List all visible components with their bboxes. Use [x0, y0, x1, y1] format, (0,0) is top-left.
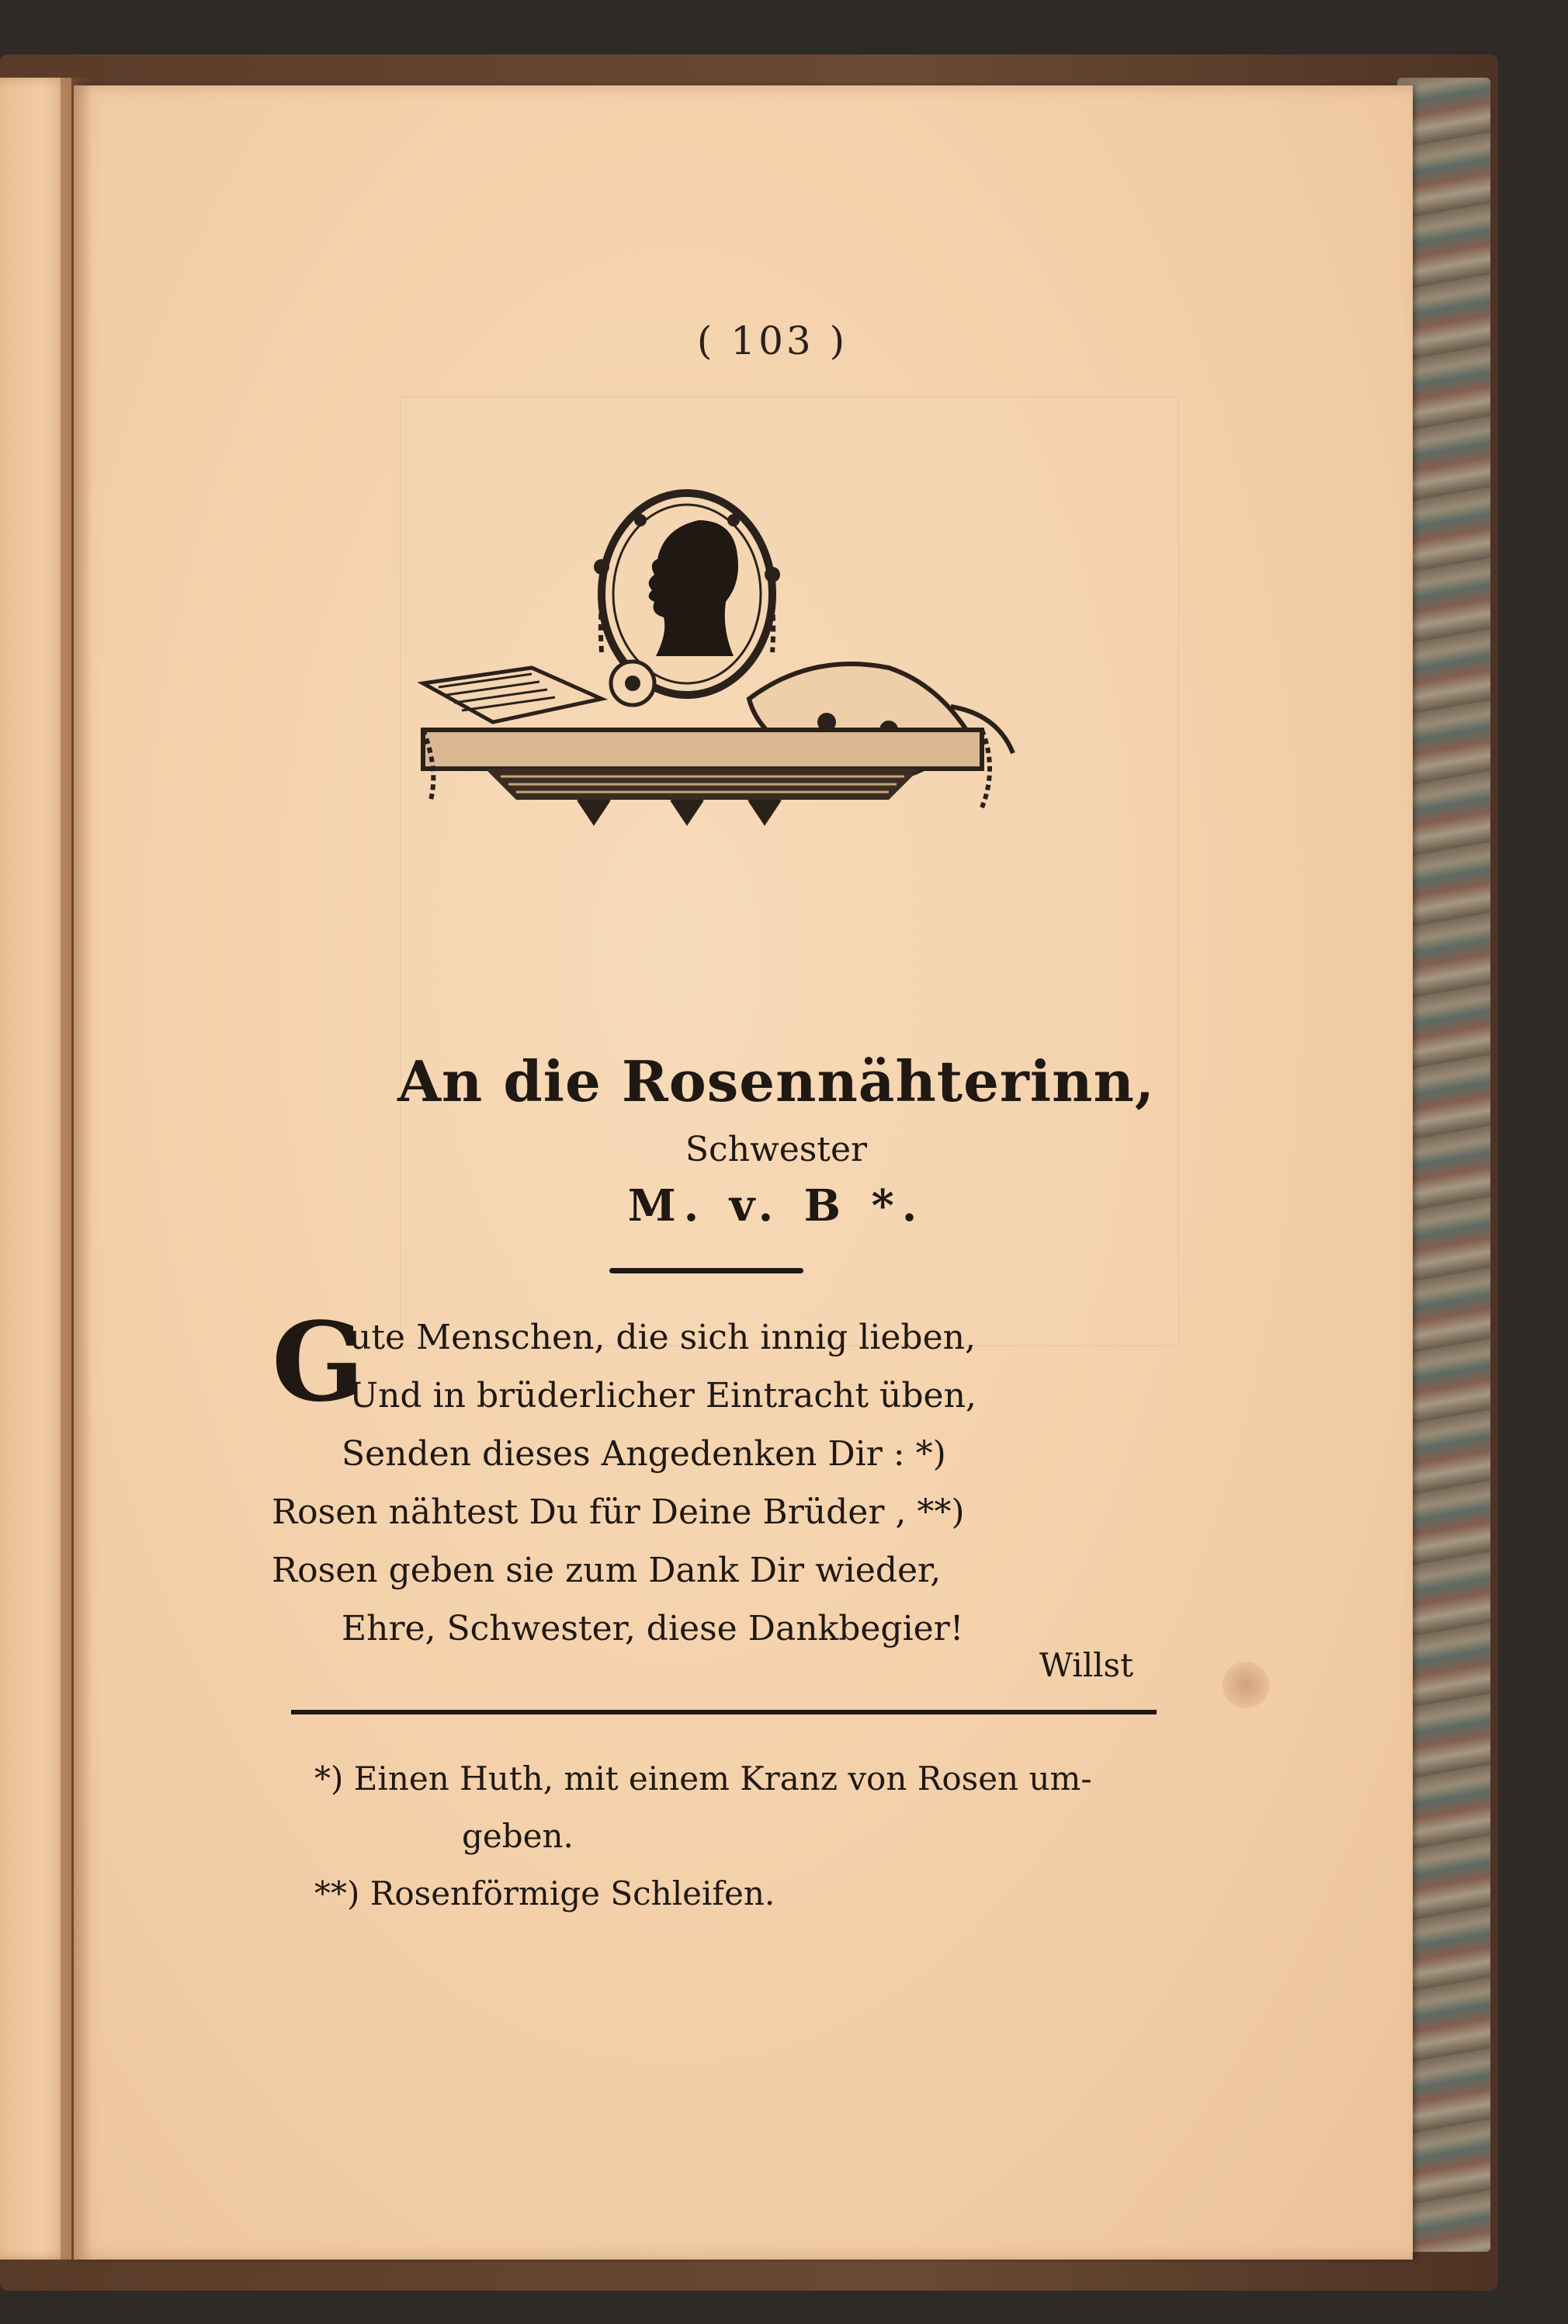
- footnote-divider: [291, 1710, 1157, 1714]
- page-gutter: [61, 78, 92, 2260]
- title-divider: [609, 1268, 803, 1273]
- poem-line: ute Menschen, die sich innig lieben,: [349, 1318, 976, 1357]
- poem-line: Senden dieses Angedenken Dir : *): [342, 1434, 946, 1474]
- catchword: Willst: [1039, 1646, 1133, 1684]
- drop-cap: G: [272, 1299, 365, 1426]
- footnote-1: *) Einen Huth, mit einem Kranz von Rosen um-: [314, 1760, 1092, 1798]
- poem-line: Rosen geben sie zum Dank Dir wieder,: [272, 1551, 942, 1590]
- footnotes: [314, 1755, 1160, 1927]
- poem-dedicatee: M. v. B *.: [627, 1180, 925, 1231]
- poem-line: Und in brüderlicher Eintracht üben,: [349, 1376, 977, 1416]
- poem-line: Ehre, Schwester, diese Dankbegier!: [342, 1609, 964, 1648]
- footnote-1-continuation: geben.: [462, 1817, 574, 1855]
- silhouette-vignette-illustration: [408, 474, 1075, 846]
- poem-line: Rosen nähtest Du für Deine Brüder , **): [272, 1492, 965, 1532]
- paper-stain: [1223, 1662, 1269, 1708]
- poem-subtitle: Schwester: [685, 1130, 868, 1169]
- book-page: [74, 85, 1413, 2260]
- footnote-2: **) Rosenförmige Schleifen.: [314, 1874, 775, 1912]
- page-number: ( 103 ): [696, 318, 848, 363]
- poem-body: [272, 1299, 1242, 1658]
- poem-title: An die Rosennähterinn,: [397, 1048, 1155, 1114]
